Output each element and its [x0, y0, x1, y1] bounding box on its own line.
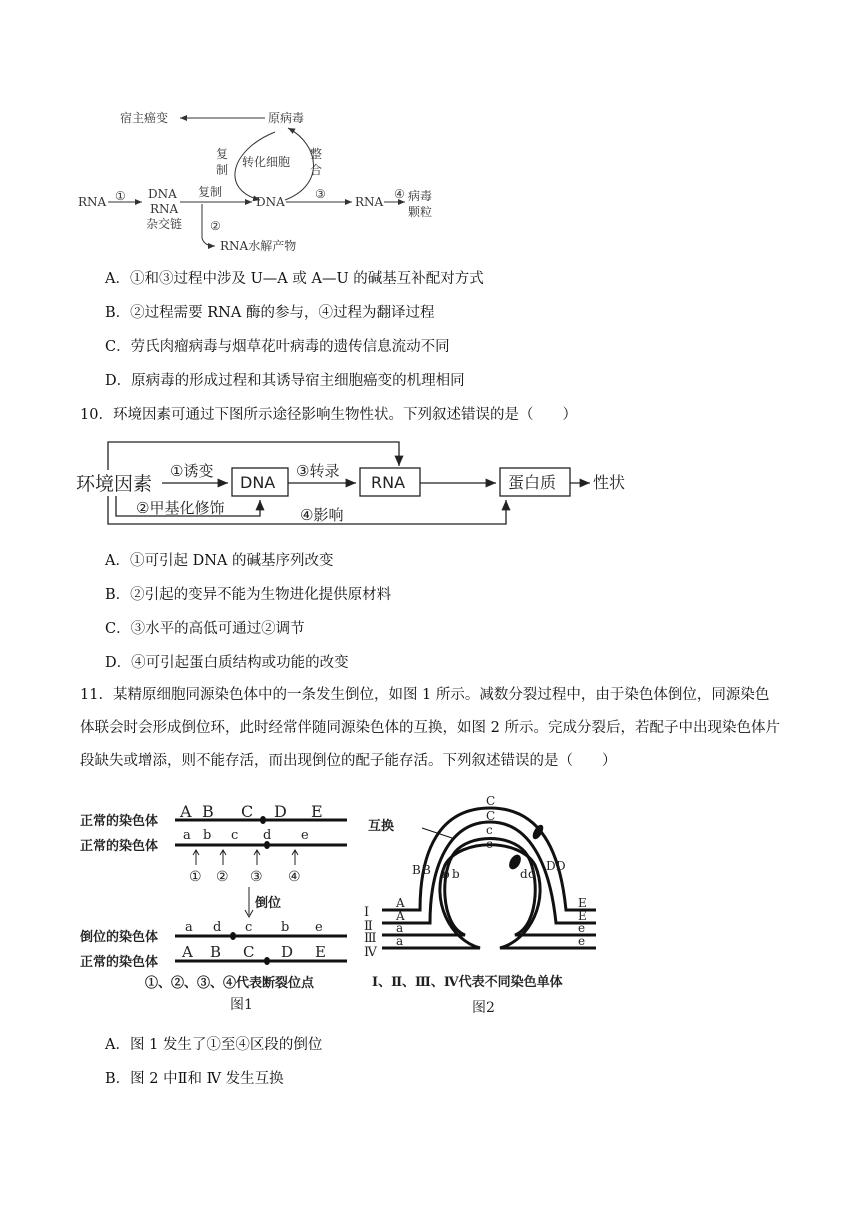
gene-inv-5: e [315, 920, 323, 935]
gene-inv-2: d [213, 920, 222, 935]
gene-upper-5: E [311, 802, 323, 821]
label-virus-1: 病毒 [408, 189, 433, 203]
svg-text:A: A [396, 909, 405, 923]
svg-text:D: D [556, 859, 566, 873]
label-environment: 环境因素 [76, 473, 153, 495]
q11-option-a[interactable]: A．图 1 发生了①至④区段的倒位 [105, 1037, 323, 1053]
gene-lower-1: a [183, 828, 191, 843]
label-transcription: ③转录 [296, 462, 340, 480]
break-1: ① [189, 869, 202, 885]
gene-lower-4: d [263, 828, 272, 843]
q9-option-c[interactable]: C．劳氏肉瘤病毒与烟草花叶病毒的遗传信息流动不同 [105, 339, 450, 355]
label-circle-4: ④ [394, 187, 405, 201]
gene-lower-3: c [231, 828, 239, 843]
q10-pathway-diagram [70, 430, 630, 530]
label-influence: ④影响 [300, 506, 344, 524]
svg-text:b: b [452, 867, 460, 881]
svg-text:e: e [578, 921, 586, 935]
svg-text:B: B [412, 863, 421, 877]
label-host-cancer: 宿主癌变 [120, 111, 169, 125]
label-exchange: 互换 [368, 819, 395, 834]
gene-upper-3: C [241, 802, 254, 821]
fig1-legend: ①、②、③、④代表断裂位点 [145, 976, 315, 991]
roman-3: Ⅲ [364, 931, 377, 946]
label-dna-box: DNA [240, 473, 276, 492]
gene-bot-1: A [182, 943, 193, 961]
svg-text:d: d [520, 867, 528, 881]
q11-figure-1 [75, 795, 355, 1025]
label-dna-rna-2: RNA [150, 202, 179, 216]
svg-text:E: E [578, 909, 587, 923]
svg-text:e: e [578, 934, 586, 948]
gene-inv-3: c [245, 920, 253, 935]
label-replicate-h: 复制 [198, 185, 223, 199]
break-4: ④ [288, 869, 301, 885]
label-rna: RNA [78, 195, 107, 209]
gene-inv-4: b [281, 920, 290, 935]
label-rna-2: RNA [355, 195, 384, 209]
svg-text:d: d [528, 867, 536, 881]
svg-text:C: C [486, 794, 496, 808]
q9-option-b[interactable]: B．②过程需要 RNA 酶的参与，④过程为翻译过程 [105, 305, 435, 321]
fig2-caption: 图2 [472, 1000, 495, 1016]
label-protein-box: 蛋白质 [508, 473, 557, 492]
label-integrate-v2: 合 [310, 163, 323, 177]
gene-bot-4: D [281, 943, 294, 961]
svg-text:c: c [486, 823, 493, 837]
label-mutagen: ①诱变 [170, 462, 214, 480]
q9-option-a[interactable]: A．①和③过程中涉及 U—A 或 A—U 的碱基互补配对方式 [105, 271, 484, 287]
label-replicate-v2: 制 [216, 163, 229, 177]
q10-option-a[interactable]: A．①可引起 DNA 的碱基序列改变 [105, 553, 334, 569]
gene-upper-2: B [202, 802, 214, 821]
label-circle-2: ② [210, 219, 221, 233]
gene-lower-5: e [301, 828, 309, 843]
label-replicate-v1: 复 [216, 147, 229, 161]
q10-stem: 10．环境因素可通过下图所示途径影响生物性状。下列叙述错误的是（ ） [80, 407, 577, 423]
label-orig-virus: 原病毒 [268, 111, 305, 125]
roman-2: Ⅱ [364, 919, 373, 934]
gene-bot-5: E [315, 943, 326, 961]
label-normal-2: 正常的染色体 [80, 839, 159, 854]
label-inverted: 倒位的染色体 [80, 930, 159, 945]
q11-figure-2 [360, 790, 610, 1025]
label-dna-rna-1: DNA [148, 187, 177, 201]
gene-upper-4: D [274, 802, 287, 821]
break-3: ③ [250, 869, 263, 885]
q10-option-b[interactable]: B．②引起的变异不能为生物进化提供原材料 [105, 587, 392, 603]
gene-upper-1: A [180, 802, 192, 821]
label-integrate-v1: 整 [310, 147, 323, 161]
svg-text:E: E [578, 896, 587, 910]
fig1-caption: 图1 [230, 997, 253, 1013]
label-normal-1: 正常的染色体 [80, 814, 159, 829]
label-rna-hydrolysis: RNA水解产物 [220, 239, 297, 253]
q11-stem: 11．某精原细胞同源染色体中的一条发生倒位，如图 1 所示。减数分裂过程中，由于染色体倒位，同源染色体联会时会形成倒位环，此时经常伴随同源染色体的互换，如图 2 所示。完成分裂后，若配子中出现染色体片段缺失或增添，则不能存活，而出现倒位的配子能存活。下列叙述错误的是（ ） [80, 687, 780, 769]
fig2-legend: Ⅰ、Ⅱ、Ⅲ、Ⅳ代表不同染色单体 [372, 975, 563, 990]
gene-bot-3: C [243, 943, 255, 961]
gene-bot-2: B [210, 943, 222, 961]
svg-text:D: D [546, 859, 556, 873]
svg-text:b: b [442, 867, 450, 881]
q9-virus-diagram [70, 100, 460, 260]
gene-lower-2: b [203, 828, 212, 843]
roman-1: Ⅰ [364, 905, 370, 920]
label-dna-rna-3: 杂交链 [146, 217, 183, 231]
q11-option-b[interactable]: B．图 2 中Ⅱ和 Ⅳ 发生互换 [105, 1071, 284, 1087]
q10-option-c[interactable]: C．③水平的高低可通过②调节 [105, 621, 305, 637]
q10-option-d[interactable]: D．④可引起蛋白质结构或功能的改变 [105, 655, 349, 671]
label-transform-cell: 转化细胞 [242, 155, 291, 169]
svg-text:a: a [396, 934, 404, 948]
label-trait: 性状 [593, 473, 626, 492]
label-virus-2: 颗粒 [408, 205, 433, 219]
label-dna: DNA [256, 195, 285, 209]
svg-text:a: a [396, 921, 404, 935]
label-methylation: ②甲基化修饰 [136, 499, 225, 517]
svg-text:c: c [486, 837, 493, 851]
roman-4: Ⅳ [364, 945, 377, 960]
label-inversion-arrow: 倒位 [255, 896, 282, 911]
q9-option-d[interactable]: D．原病毒的形成过程和其诱导宿主细胞癌变的机理相同 [105, 373, 465, 389]
label-normal-3: 正常的染色体 [80, 955, 159, 970]
svg-text:B: B [422, 863, 431, 877]
label-circle-1: ① [115, 189, 126, 203]
svg-text:C: C [486, 809, 496, 823]
gene-inv-1: a [185, 920, 193, 935]
break-2: ② [216, 869, 229, 885]
svg-text:A: A [396, 896, 405, 910]
label-circle-3: ③ [315, 187, 326, 201]
label-rna-box: RNA [371, 473, 406, 492]
